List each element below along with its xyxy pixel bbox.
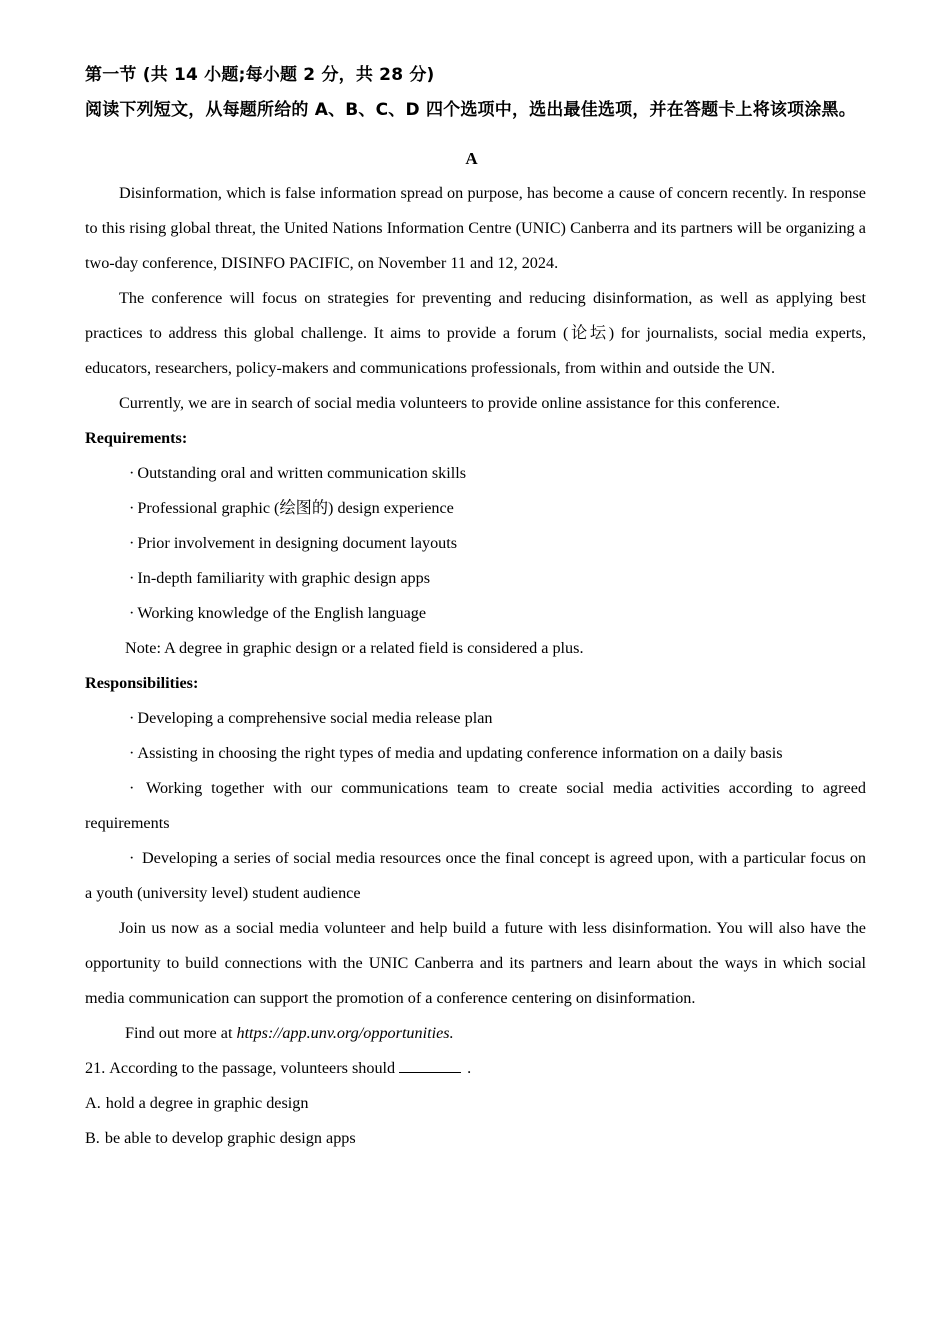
requirement-item-text: Professional graphic (绘图的) design experience xyxy=(137,499,454,517)
responsibility-item-text: Working together with our communications team to create social media activities according to agreed requirements xyxy=(85,779,866,832)
requirement-item xyxy=(85,596,866,631)
responsibilities-heading: Responsibilities: xyxy=(85,674,199,692)
responsibility-item xyxy=(85,771,866,841)
option-text: hold a degree in graphic design xyxy=(105,1094,309,1112)
bullet-dot-icon: · xyxy=(129,604,135,622)
bullet-dot-icon: · xyxy=(129,744,135,762)
requirements-heading: Requirements: xyxy=(85,429,188,447)
page-content xyxy=(85,58,866,1156)
passage-paragraph-1: Disinformation, which is false information spread on purpose, has become a cause of concern recently. In response to this rising global threat, the United Nations Information Centre (UNIC) Canberra and its partners will be organizing a two-day conference, DISINFO PACIFIC, on November 11 and 12, 2024. xyxy=(85,184,866,272)
bullet-dot-icon: · xyxy=(129,464,135,482)
find-out-more-label: Find out more at xyxy=(125,1024,233,1042)
requirement-item xyxy=(85,526,866,561)
responsibility-item xyxy=(85,701,866,736)
bullet-dot-icon: · xyxy=(129,849,135,867)
closing-paragraph: Join us now as a social media volunteer and help build a future with less disinformation. You will also have the opportunity to build connections with the UNIC Canberra and its partners and learn about the ways in which social media communication can support the promotion of a conference centering on disinformation. xyxy=(85,919,866,1007)
question-21 xyxy=(85,1051,866,1086)
answer-blank[interactable] xyxy=(399,1059,461,1073)
question-stem-end: . xyxy=(467,1059,472,1077)
question-stem: According to the passage, volunteers should xyxy=(109,1059,396,1077)
find-out-more xyxy=(85,1016,866,1051)
requirement-item xyxy=(85,561,866,596)
requirement-item-text: In-depth familiarity with graphic design apps xyxy=(137,569,431,587)
opportunities-link[interactable]: https://app.unv.org/opportunities. xyxy=(236,1024,454,1042)
option-label: A. xyxy=(85,1094,101,1112)
requirements-note: Note: A degree in graphic design or a related field is considered a plus. xyxy=(125,639,584,657)
question-number: 21. xyxy=(85,1059,106,1077)
passage-paragraph-2: The conference will focus on strategies for preventing and reducing disinformation, as well as applying best practices to address this global challenge. It aims to provide a forum (论坛) for journalists, social media experts, educators, researchers, policy-makers and communications professionals, from within and outside the UN. xyxy=(85,289,866,377)
section-instruction: 阅读下列短文，从每题所给的 A、B、C、D 四个选项中，选出最佳选项，并在答题卡上将该项涂黑。 xyxy=(85,100,856,120)
responsibility-item-text: Developing a comprehensive social media release plan xyxy=(137,709,493,727)
bullet-dot-icon: · xyxy=(129,709,135,727)
bullet-dot-icon: · xyxy=(129,534,135,552)
responsibility-item-text: Developing a series of social media resources once the final concept is agreed upon, with a particular focus on a youth (university level) student audience xyxy=(85,849,867,902)
requirement-item-text: Outstanding oral and written communication skills xyxy=(137,464,467,482)
passage-paragraph-3: Currently, we are in search of social media volunteers to provide online assistance for this conference. xyxy=(119,394,781,412)
requirement-item xyxy=(85,456,866,491)
requirement-item xyxy=(85,491,866,526)
option-text: be able to develop graphic design apps xyxy=(104,1129,356,1147)
question-21-option-b[interactable] xyxy=(85,1121,866,1156)
bullet-dot-icon: · xyxy=(129,569,135,587)
section-title: 第一节 (共 14 小题;每小题 2 分，共 28 分) xyxy=(85,65,435,85)
requirement-item-text: Prior involvement in designing document layouts xyxy=(137,534,458,552)
bullet-dot-icon: · xyxy=(129,499,135,517)
passage-letter: A xyxy=(465,149,478,168)
responsibility-item-text: Assisting in choosing the right types of media and updating conference information on a daily basis xyxy=(137,744,783,762)
option-label: B. xyxy=(85,1129,100,1147)
requirement-item-text: Working knowledge of the English language xyxy=(137,604,427,622)
bullet-dot-icon: · xyxy=(129,779,135,797)
responsibility-item xyxy=(85,841,866,911)
responsibility-item xyxy=(85,736,866,771)
question-21-option-a[interactable] xyxy=(85,1086,866,1121)
